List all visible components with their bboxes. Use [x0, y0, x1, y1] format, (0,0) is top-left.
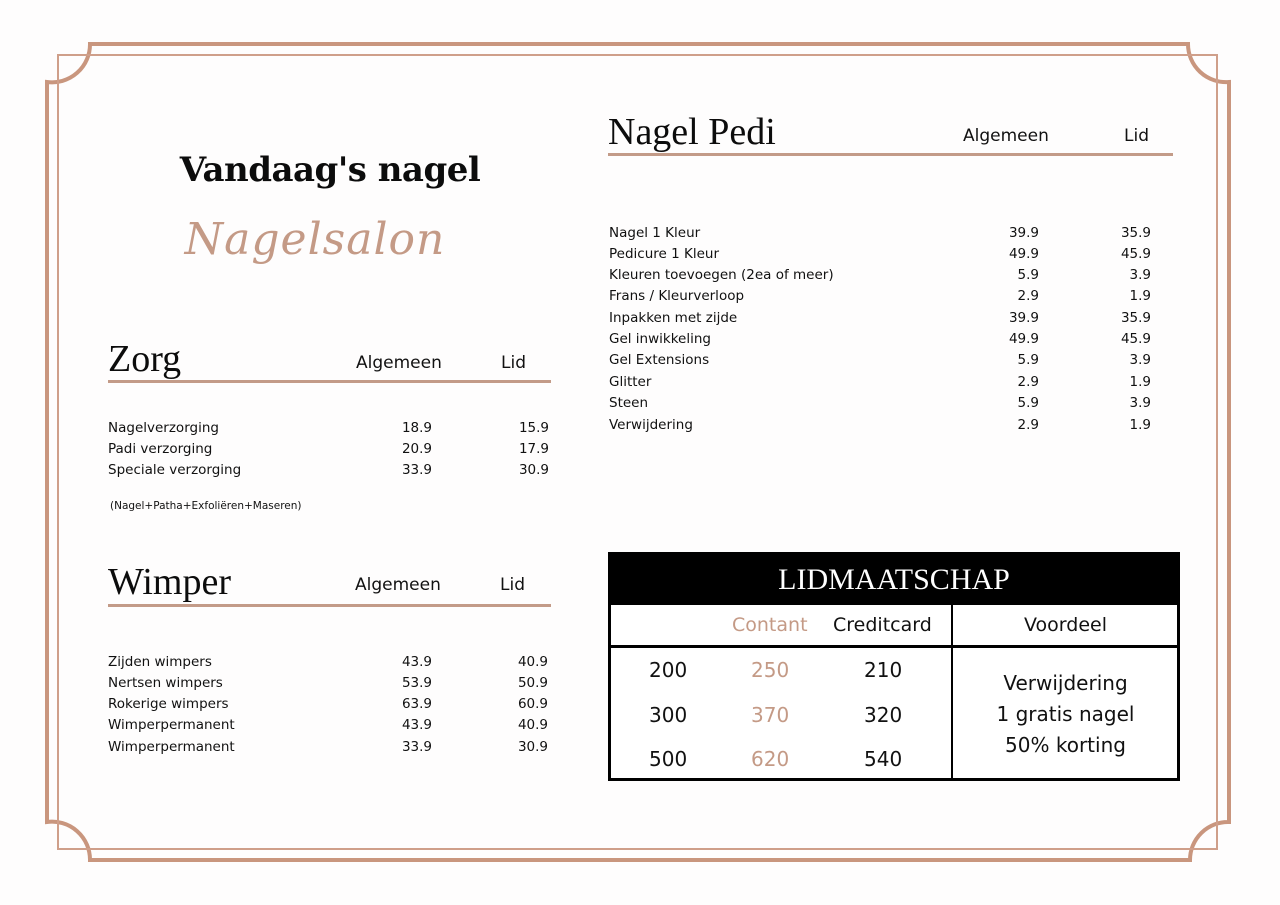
- membership-card: 210: [864, 658, 903, 682]
- price-row: [108, 439, 551, 460]
- section-rule: [608, 153, 1173, 156]
- item-name: Pedicure 1 Kleur: [609, 246, 720, 262]
- column-header-benefit: Voordeel: [1024, 614, 1107, 636]
- nagel-pedi-section: [608, 110, 1174, 440]
- item-name: Kleuren toevoegen (2ea of meer): [609, 267, 834, 283]
- price-general: 18.9: [401, 420, 432, 436]
- column-header-general: Algemeen: [355, 575, 441, 595]
- item-name: Nertsen wimpers: [108, 675, 223, 691]
- membership-cash: 370: [751, 703, 790, 727]
- price-general: 2.9: [1017, 417, 1039, 433]
- price-member: 3.9: [1129, 352, 1151, 368]
- price-general: 33.9: [401, 462, 432, 478]
- price-member: 35.9: [1120, 225, 1151, 241]
- column-header-general: Algemeen: [963, 126, 1049, 146]
- price-row: [609, 372, 1174, 393]
- price-general: 2.9: [1017, 288, 1039, 304]
- price-member: 15.9: [518, 420, 549, 436]
- item-name: Padi verzorging: [108, 441, 213, 457]
- membership-cash: 250: [751, 658, 790, 682]
- price-member: 1.9: [1129, 417, 1151, 433]
- item-name: Rokerige wimpers: [108, 696, 229, 712]
- price-row: [108, 652, 551, 673]
- price-member: 1.9: [1129, 374, 1151, 390]
- item-name: Zijden wimpers: [108, 654, 212, 670]
- membership-amount: 500: [649, 747, 688, 771]
- price-row: [609, 350, 1174, 371]
- section-title: Zorg: [108, 338, 182, 380]
- price-general: 5.9: [1017, 352, 1039, 368]
- price-member: 45.9: [1120, 331, 1151, 347]
- item-name: Verwijdering: [609, 417, 693, 433]
- price-row: [108, 460, 551, 481]
- item-name: Wimperpermanent: [108, 717, 235, 733]
- price-member: 40.9: [517, 717, 548, 733]
- item-name: Nagel 1 Kleur: [609, 225, 701, 241]
- price-general: 20.9: [401, 441, 432, 457]
- price-row: [108, 737, 551, 758]
- item-name: Steen: [609, 395, 649, 411]
- benefit-line: Verwijdering: [1003, 671, 1128, 695]
- price-row: [609, 393, 1174, 414]
- price-general: 53.9: [401, 675, 432, 691]
- price-row: [609, 265, 1174, 286]
- price-row: [609, 223, 1174, 244]
- column-header-card: Creditcard: [833, 614, 932, 636]
- price-row: [108, 694, 551, 715]
- column-divider: [951, 605, 953, 781]
- price-member: 60.9: [517, 696, 548, 712]
- section-rule: [108, 380, 551, 383]
- price-row: [609, 308, 1174, 329]
- item-name: Gel inwikkeling: [609, 331, 711, 347]
- price-member: 35.9: [1120, 310, 1151, 326]
- membership-table: [608, 552, 1180, 781]
- brand-subtitle: Nagelsalon: [184, 214, 446, 265]
- price-general: 2.9: [1017, 374, 1039, 390]
- membership-card: 320: [864, 703, 903, 727]
- zorg-section: [108, 338, 551, 528]
- price-general: 5.9: [1017, 395, 1039, 411]
- item-name: Inpakken met zijde: [609, 310, 738, 326]
- price-row: [108, 673, 551, 694]
- price-general: 63.9: [401, 696, 432, 712]
- price-row: [609, 244, 1174, 265]
- price-member: 1.9: [1129, 288, 1151, 304]
- price-row: [108, 715, 551, 736]
- price-member: 30.9: [517, 739, 548, 755]
- price-member: 45.9: [1120, 246, 1151, 262]
- brand-title: Vandaag's nagel: [179, 150, 481, 190]
- benefit-line: 50% korting: [1005, 733, 1126, 757]
- section-rule: [108, 604, 551, 607]
- item-name: Frans / Kleurverloop: [609, 288, 745, 304]
- price-general: 33.9: [401, 739, 432, 755]
- header-divider: [611, 645, 1177, 648]
- column-header-cash: Contant: [732, 614, 808, 636]
- price-member: 17.9: [518, 441, 549, 457]
- price-row: [609, 415, 1174, 436]
- membership-title: LIDMAATSCHAP: [611, 555, 1177, 605]
- price-member: 3.9: [1129, 395, 1151, 411]
- price-general: 5.9: [1017, 267, 1039, 283]
- price-general: 49.9: [1008, 331, 1039, 347]
- price-row: [609, 286, 1174, 307]
- item-name: Speciale verzorging: [108, 462, 242, 478]
- membership-amount: 300: [649, 703, 688, 727]
- price-member: 50.9: [517, 675, 548, 691]
- price-general: 43.9: [401, 717, 432, 733]
- item-name: Glitter: [609, 374, 652, 390]
- price-general: 43.9: [401, 654, 432, 670]
- benefit-line: 1 gratis nagel: [996, 702, 1135, 726]
- price-general: 49.9: [1008, 246, 1039, 262]
- price-member: 30.9: [518, 462, 549, 478]
- section-title: Nagel Pedi: [608, 111, 776, 153]
- price-member: 40.9: [517, 654, 548, 670]
- price-general: 39.9: [1008, 225, 1039, 241]
- column-header-member: Lid: [500, 575, 525, 595]
- price-member: 3.9: [1129, 267, 1151, 283]
- price-row: [108, 418, 551, 439]
- wimper-section: [108, 560, 551, 760]
- section-title: Wimper: [108, 561, 231, 603]
- price-general: 39.9: [1008, 310, 1039, 326]
- column-header-member: Lid: [1124, 126, 1149, 146]
- price-row: [609, 329, 1174, 350]
- membership-card: 540: [864, 747, 903, 771]
- item-name: Nagelverzorging: [108, 420, 219, 436]
- membership-cash: 620: [751, 747, 790, 771]
- column-header-member: Lid: [501, 353, 526, 373]
- item-name: Wimperpermanent: [108, 739, 235, 755]
- membership-amount: 200: [649, 658, 688, 682]
- column-header-general: Algemeen: [356, 353, 442, 373]
- item-name: Gel Extensions: [609, 352, 710, 368]
- zorg-note: (Nagel+Patha+Exfoliëren+Maseren): [110, 500, 302, 512]
